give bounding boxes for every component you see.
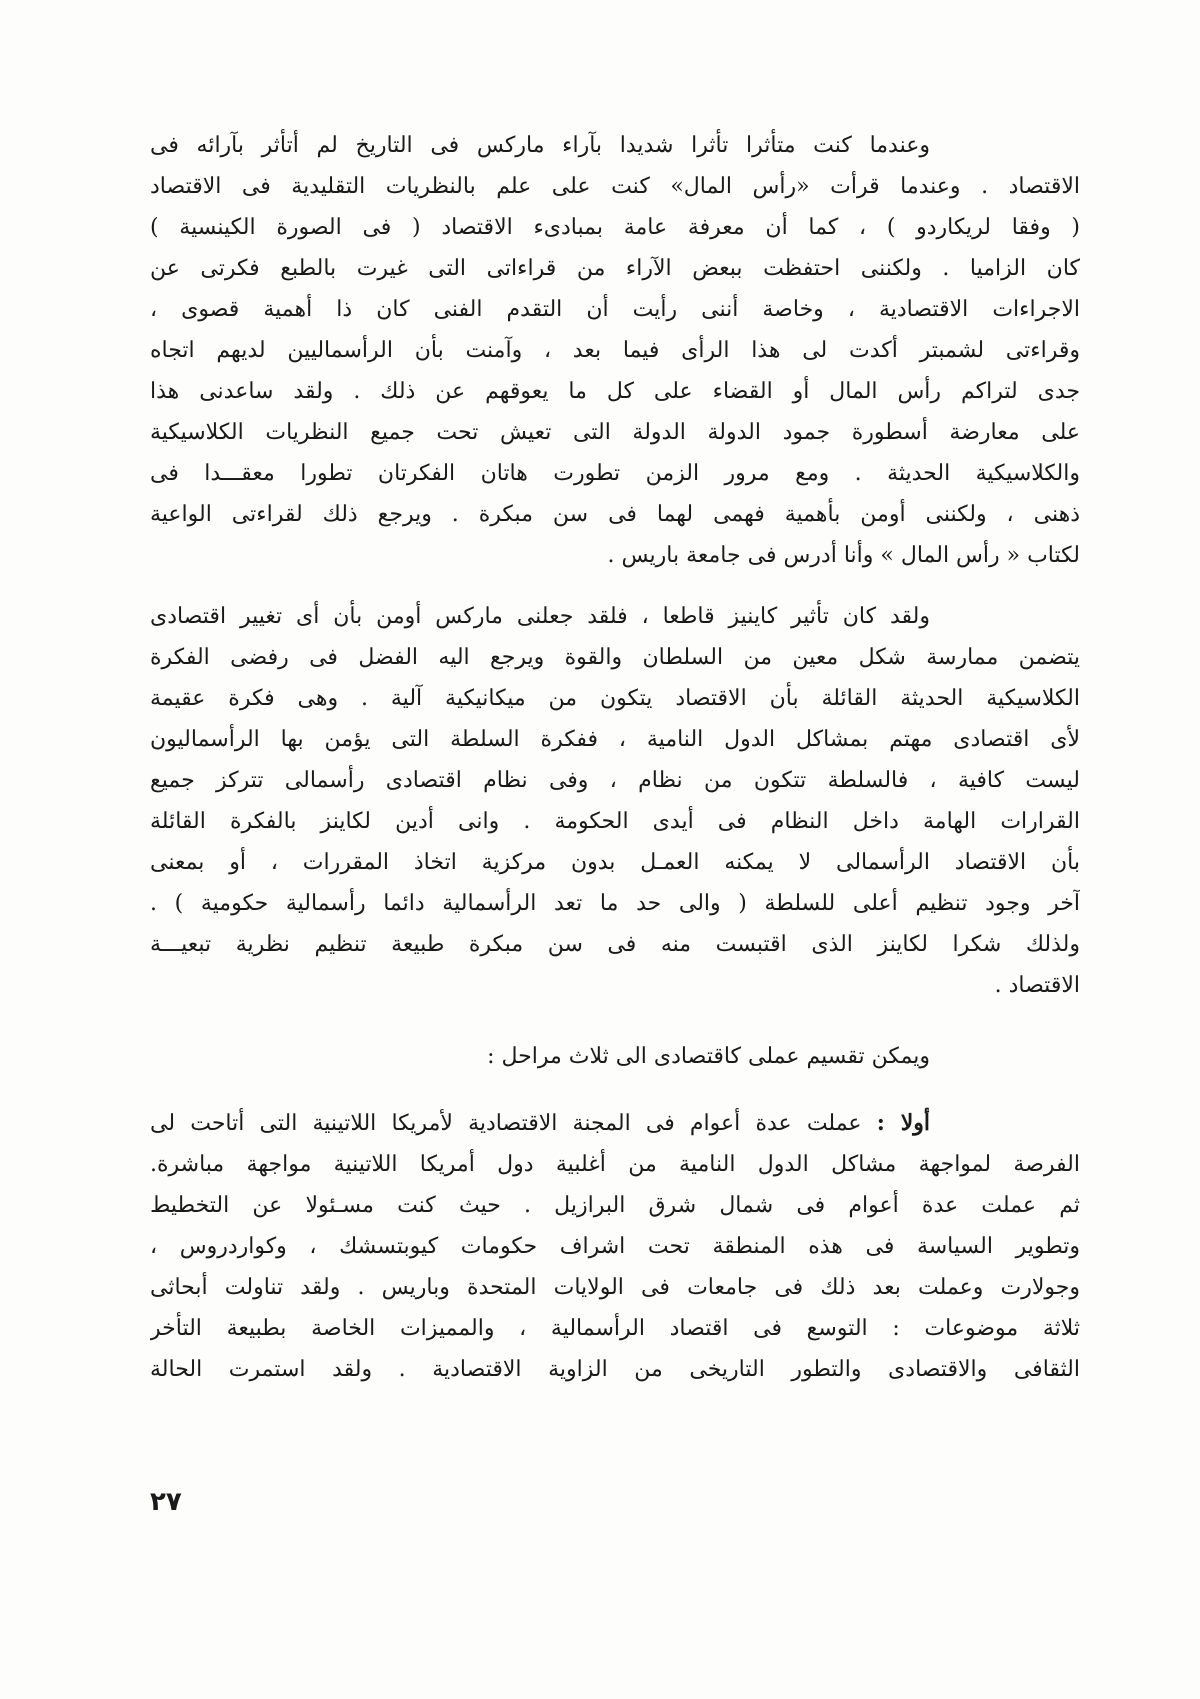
text-line: والكلاسيكية الحديثة . ومع مرور الزمن تطورت هاتان الفكرتان تطورا معقـــدا فى xyxy=(150,461,1080,486)
text-line: كان الزاميا . ولكننى احتفظت ببعض الآراء من قراءاتى التى غيرت بالطبع فكرتى عن xyxy=(150,256,1080,281)
text-line: ولقد كان تأثير كاينيز قاطعا ، فلقد جعلنى ماركس أومن بأن أى تغيير اقتصادى xyxy=(150,604,930,629)
text-line: بأن الاقتصاد الرأسمالى لا يمكنه العمـل بدون مركزية اتخاذ المقررات ، أو بمعنى xyxy=(150,850,1080,875)
text-line: ويمكن تقسيم عملى كاقتصادى الى ثلاث مراحل : xyxy=(487,1044,930,1069)
body-text xyxy=(150,125,1080,1390)
text-line: وتطوير السياسة فى هذه المنطقة تحت اشراف حكومات كيوبتسشك ، وكواردروس ، xyxy=(150,1234,1080,1259)
text-line: الاجراءات الاقتصادية ، وخاصة أننى رأيت أن التقدم الفنى كان ذا أهمية قصوى ، xyxy=(150,297,1080,322)
text-line: ثلاثة موضوعات : التوسع فى اقتصاد الرأسمالية ، والمميزات الخاصة بطبيعة التأخر xyxy=(150,1316,1080,1341)
text-line: ليست كافية ، فالسلطة تتكون من نظام ، وفى نظام اقتصادى رأسمالى تتركز جميع xyxy=(150,768,1080,793)
text-line xyxy=(150,1103,1080,1144)
paragraph-4 xyxy=(150,1103,1080,1390)
text-line: الاقتصاد . xyxy=(994,973,1080,998)
text-line: ولذلك شكرا لكاينز الذى اقتبست منه فى سن مبكرة طبيعة تنظيم نظرية تبعيـــة xyxy=(150,932,1080,957)
section-lead: أولا : xyxy=(876,1110,930,1136)
text-line: على معارضة أسطورة جمود الدولة الدولة التى تعيش تحت جميع النظريات الكلاسيكية xyxy=(150,420,1080,445)
text-line: الفرصة لمواجهة مشاكل الدول النامية من أغلبية دول أمريكا اللاتينية مواجهة مباشرة. xyxy=(150,1152,1080,1177)
text-line: الكلاسيكية الحديثة القائلة بأن الاقتصاد يتكون من ميكانيكية آلية . وهى فكرة عقيمة xyxy=(150,686,1080,711)
text-line: وعندما كنت متأثرا تأثرا شديدا بآراء ماركس فى التاريخ لم أتأثر بآرائه فى xyxy=(150,133,930,158)
text-line: آخر وجود تنظيم أعلى للسلطة ( والى حد ما تعد الرأسمالية دائما رأسمالية حكومية ) . xyxy=(150,891,1080,916)
text-line: ذهنى ، ولكننى أومن بأهمية فهمى لهما فى سن مبكرة . ويرجع ذلك لقراءتى الواعية xyxy=(150,502,1080,527)
text-line: جدى لتراكم رأس المال أو القضاء على كل ما يعوقهم عن ذلك . ولقد ساعدنى هذا xyxy=(150,379,1080,404)
text-line: ثم عملت عدة أعوام فى شمال شرق البرازيل . حيث كنت مسـئولا عن التخطيط xyxy=(150,1193,1080,1218)
text-line: الثقافى والاقتصادى والتطور التاريخى من الزاوية الاقتصادية . ولقد استمرت الحالة xyxy=(150,1357,1080,1382)
text-line: القرارات الهامة داخل النظام فى أيدى الحكومة . وانى أدين لكاينز بالفكرة القائلة xyxy=(150,809,1080,834)
text-line: لكتاب « رأس المال » وأنا أدرس فى جامعة باريس . xyxy=(607,543,1080,568)
text-line: ( وفقا لريكاردو ) ، كما أن معرفة عامة بمبادىء الاقتصاد ( فى الصورة الكينسية ) xyxy=(150,215,1080,240)
text-line: يتضمن ممارسة شكل معين من السلطان والقوة ويرجع اليه الفضل فى رفضى الفكرة xyxy=(150,645,1080,670)
paragraph-3 xyxy=(150,1036,1080,1077)
paragraph-1 xyxy=(150,125,1080,576)
text-line: وقراءتى لشمبتر أكدت لى هذا الرأى فيما بعد ، وآمنت بأن الرأسماليين لديهم اتجاه xyxy=(150,338,1080,363)
paragraph-2 xyxy=(150,596,1080,1006)
page-number: ٢٧ xyxy=(150,1487,182,1517)
text-line: لأى اقتصادى مهتم بمشاكل الدول النامية ، ففكرة السلطة التى يؤمن بها الرأسماليون xyxy=(150,727,1080,752)
line-text: عملت عدة أعوام فى المجنة الاقتصادية لأمريكا اللاتينية التى أتاحت لى xyxy=(150,1111,862,1136)
text-line: وجولارت وعملت بعد ذلك فى جامعات فى الولايات المتحدة وباريس . ولقد تناولت أبحاثى xyxy=(150,1275,1080,1300)
text-line: الاقتصاد . وعندما قرأت «رأس المال» كنت على علم بالنظريات التقليدية فى الاقتصاد xyxy=(150,174,1080,199)
